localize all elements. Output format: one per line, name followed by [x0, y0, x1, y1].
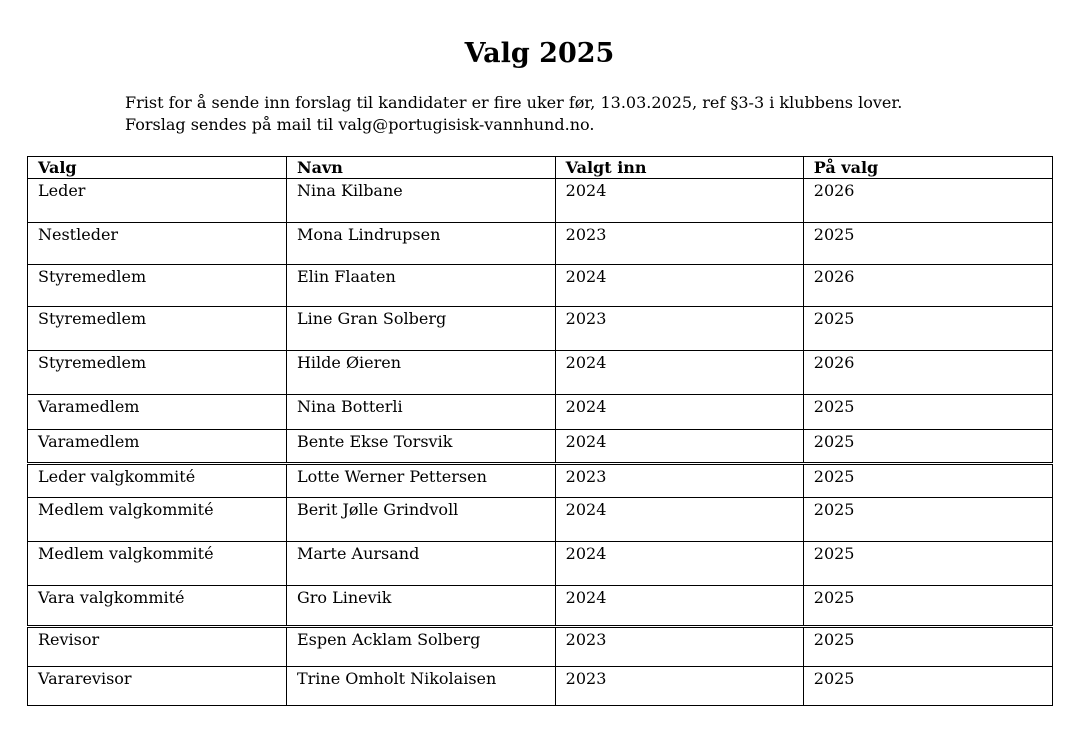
- table-header-row: [28, 157, 1053, 179]
- cell-elected-year: 2023: [555, 464, 803, 498]
- cell-role: Medlem valgkommité: [28, 498, 287, 542]
- cell-elected-year: 2023: [555, 627, 803, 667]
- cell-name: Berit Jølle Grindvoll: [286, 498, 555, 542]
- column-header-valgt-inn: Valgt inn: [555, 157, 803, 179]
- table-row: [28, 464, 1053, 498]
- cell-name: Lotte Werner Pettersen: [286, 464, 555, 498]
- cell-name: Nina Kilbane: [286, 179, 555, 223]
- cell-up-for-election-year: 2025: [803, 586, 1052, 627]
- election-table: [27, 156, 1053, 706]
- page-title: Valg 2025: [464, 38, 615, 69]
- cell-role: Leder valgkommité: [28, 464, 287, 498]
- cell-name: Espen Acklam Solberg: [286, 627, 555, 667]
- cell-up-for-election-year: 2025: [803, 542, 1052, 586]
- cell-role: Styremedlem: [28, 307, 287, 351]
- cell-role: Varamedlem: [28, 430, 287, 464]
- table-row: [28, 307, 1053, 351]
- cell-role: Styremedlem: [28, 351, 287, 395]
- cell-elected-year: 2024: [555, 430, 803, 464]
- table-row: [28, 179, 1053, 223]
- cell-up-for-election-year: 2025: [803, 667, 1052, 706]
- cell-role: Vararevisor: [28, 667, 287, 706]
- cell-up-for-election-year: 2026: [803, 351, 1052, 395]
- cell-role: Leder: [28, 179, 287, 223]
- cell-name: Trine Omholt Nikolaisen: [286, 667, 555, 706]
- table-row: [28, 265, 1053, 307]
- cell-role: Styremedlem: [28, 265, 287, 307]
- cell-role: Revisor: [28, 627, 287, 667]
- cell-up-for-election-year: 2025: [803, 464, 1052, 498]
- table-row: [28, 586, 1053, 627]
- email-instructions: Forslag sendes på mail til valg@portugisisk-vannhund.no.: [125, 115, 595, 134]
- cell-up-for-election-year: 2025: [803, 430, 1052, 464]
- cell-role: Varamedlem: [28, 395, 287, 430]
- table-row: [28, 430, 1053, 464]
- cell-up-for-election-year: 2025: [803, 395, 1052, 430]
- cell-elected-year: 2023: [555, 223, 803, 265]
- cell-name: Line Gran Solberg: [286, 307, 555, 351]
- cell-elected-year: 2024: [555, 586, 803, 627]
- cell-elected-year: 2024: [555, 351, 803, 395]
- column-header-navn: Navn: [286, 157, 555, 179]
- table-row: [28, 627, 1053, 667]
- cell-name: Gro Linevik: [286, 586, 555, 627]
- cell-name: Hilde Øieren: [286, 351, 555, 395]
- cell-role: Vara valgkommité: [28, 586, 287, 627]
- cell-name: Elin Flaaten: [286, 265, 555, 307]
- cell-role: Medlem valgkommité: [28, 542, 287, 586]
- cell-name: Mona Lindrupsen: [286, 223, 555, 265]
- cell-elected-year: 2024: [555, 265, 803, 307]
- cell-up-for-election-year: 2025: [803, 498, 1052, 542]
- table-row: [28, 351, 1053, 395]
- cell-up-for-election-year: 2025: [803, 223, 1052, 265]
- cell-elected-year: 2024: [555, 179, 803, 223]
- table-row: [28, 542, 1053, 586]
- deadline-text: Frist for å sende inn forslag til kandidater er fire uker før, 13.03.2025, ref §3-3 i klubbens lover.: [125, 93, 903, 112]
- cell-role: Nestleder: [28, 223, 287, 265]
- table-row: [28, 667, 1053, 706]
- table-row: [28, 223, 1053, 265]
- cell-up-for-election-year: 2025: [803, 627, 1052, 667]
- table-row: [28, 395, 1053, 430]
- cell-elected-year: 2024: [555, 542, 803, 586]
- cell-elected-year: 2024: [555, 498, 803, 542]
- column-header-pa-valg: På valg: [803, 157, 1052, 179]
- cell-up-for-election-year: 2025: [803, 307, 1052, 351]
- cell-name: Marte Aursand: [286, 542, 555, 586]
- cell-up-for-election-year: 2026: [803, 265, 1052, 307]
- column-header-valg: Valg: [28, 157, 287, 179]
- cell-elected-year: 2023: [555, 307, 803, 351]
- intro-text: [125, 92, 902, 136]
- cell-up-for-election-year: 2026: [803, 179, 1052, 223]
- cell-elected-year: 2023: [555, 667, 803, 706]
- cell-elected-year: 2024: [555, 395, 803, 430]
- cell-name: Nina Botterli: [286, 395, 555, 430]
- table-row: [28, 498, 1053, 542]
- cell-name: Bente Ekse Torsvik: [286, 430, 555, 464]
